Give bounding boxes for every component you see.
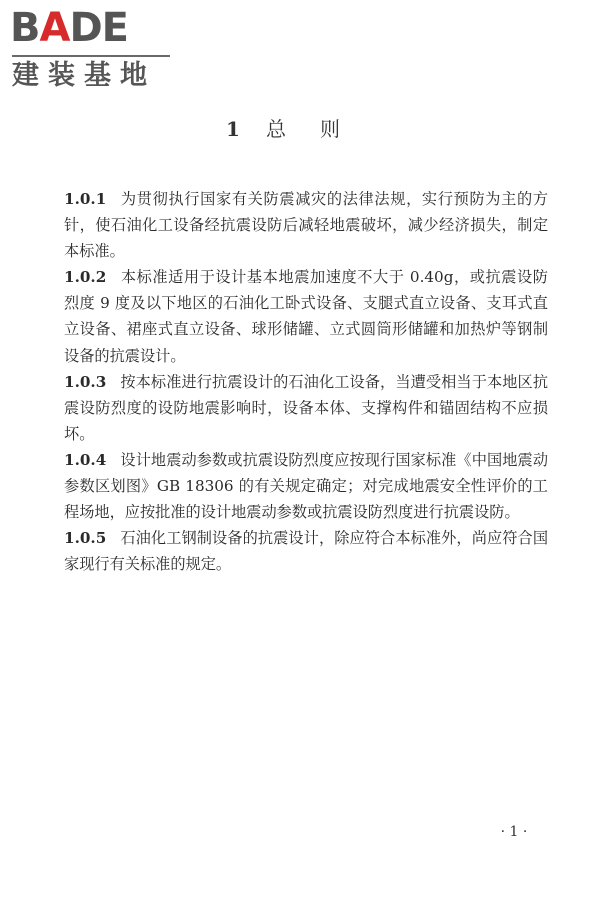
clause-text: 石油化工钢制设备的抗震设计，除应符合本标准外，尚应符合国家现行有关标准的规定。: [64, 529, 548, 574]
clause-number: 1.0.4: [64, 450, 107, 469]
chapter-title-text: 总则: [265, 117, 374, 141]
clause-1-0-3: [64, 369, 548, 447]
clause-number: 1.0.1: [64, 190, 107, 208]
clause-1-0-2: [64, 264, 548, 368]
logo-divider: [12, 55, 170, 57]
clause-1-0-1: [64, 186, 548, 264]
clause-number: 1.0.3: [64, 372, 107, 391]
clause-text: 为贯彻执行国家有关防震减灾的法律法规，实行预防为主的方针，使石油化工设备经抗震设防后减轻地震破坏，减少经济损失，制定本标准。: [64, 190, 548, 261]
clause-text: 按本标准进行抗震设计的石油化工设备，当遭受相当于本地区抗震设防烈度的设防地震影响时，设备本体、支撑构件和锚固结构不应损坏。: [64, 372, 548, 443]
logo-word-prefix: B: [10, 5, 40, 51]
clause-text: 设计地震动参数或抗震设防烈度应按现行国家标准《中国地震动参数区划图》GB 18306 的有关规定确定；对完成地震安全性评价的工程场地，应按批准的设计地震动参数或抗震设防烈度进行抗震设防。: [64, 450, 548, 522]
clause-number: 1.0.2: [64, 268, 107, 287]
bade-logo: [10, 4, 175, 96]
clause-number: 1.0.5: [64, 529, 107, 548]
clause-text: 本标准适用于设计基本地震加速度不大于 0.40g，或抗震设防烈度 9 度及以下地区的石油化工卧式设备、支腿式直立设备、支耳式直立设备、裙座式直立设备、球形储罐、立式圆筒形储罐和加热炉等钢制设备的抗震设计。: [64, 268, 548, 365]
chapter-title: [0, 116, 600, 142]
chapter-number: 1: [226, 117, 240, 141]
logo-word-suffix: DE: [69, 5, 128, 51]
logo-subtitle: 建装基地: [12, 60, 156, 91]
clause-list: [64, 186, 548, 577]
page-number: · 1 ·: [500, 824, 528, 840]
clause-1-0-4: [64, 447, 548, 525]
logo-wordmark: [10, 4, 128, 52]
logo-word-accent: A: [39, 5, 70, 51]
clause-1-0-5: [64, 525, 548, 577]
